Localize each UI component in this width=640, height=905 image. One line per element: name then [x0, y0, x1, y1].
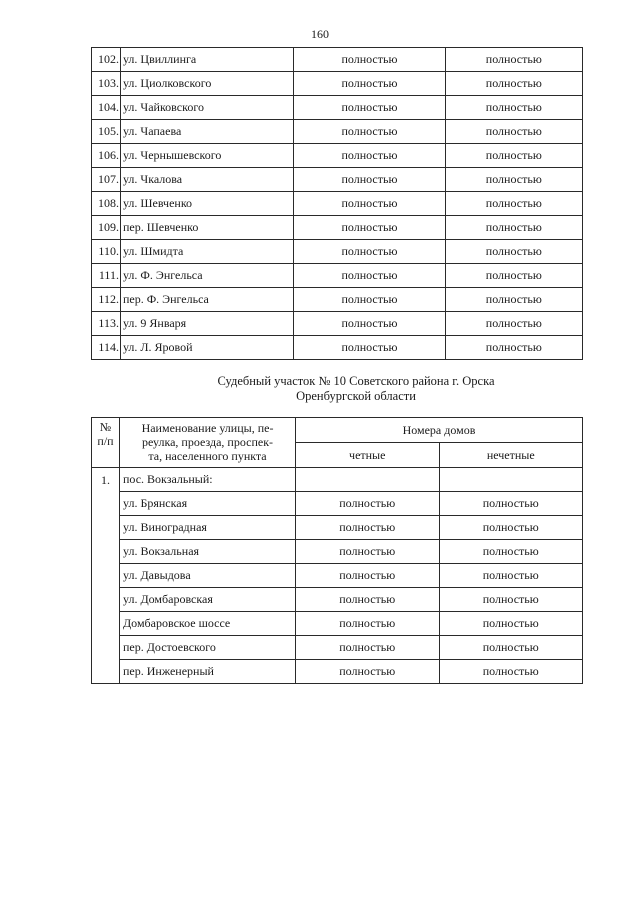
street-name: ул. Давыдова	[120, 564, 296, 588]
row-number: 103.	[92, 72, 121, 96]
street-name: ул. Чапаева	[120, 120, 293, 144]
even-houses	[296, 468, 440, 492]
header-odd: нечетные	[439, 443, 583, 468]
street-name: пер. Ф. Энгельса	[120, 288, 293, 312]
table-row	[92, 168, 583, 192]
street-name: ул. Шмидта	[120, 240, 293, 264]
street-name: пер. Достоевского	[120, 636, 296, 660]
table-row	[92, 492, 583, 516]
section-title	[91, 374, 621, 404]
even-houses: полностью	[294, 192, 445, 216]
odd-houses: полностью	[439, 492, 583, 516]
street-name: ул. Чкалова	[120, 168, 293, 192]
table-row	[92, 660, 583, 684]
settlement-name: пос. Вокзальный:	[120, 468, 296, 492]
row-number: 102.	[92, 48, 121, 72]
street-name: ул. Цвиллинга	[120, 48, 293, 72]
table-row	[92, 96, 583, 120]
street-name: ул. Чернышевского	[120, 144, 293, 168]
table-row	[92, 240, 583, 264]
even-houses: полностью	[296, 540, 440, 564]
odd-houses: полностью	[439, 588, 583, 612]
even-houses: полностью	[296, 492, 440, 516]
odd-houses	[439, 468, 583, 492]
odd-houses: полностью	[445, 72, 582, 96]
table-row	[92, 588, 583, 612]
table-row	[92, 120, 583, 144]
table-row	[92, 516, 583, 540]
even-houses: полностью	[296, 516, 440, 540]
row-number: 113.	[92, 312, 121, 336]
table-row	[92, 144, 583, 168]
table-row	[92, 192, 583, 216]
row-number: 104.	[92, 96, 121, 120]
row-number: 114.	[92, 336, 121, 360]
odd-houses: полностью	[439, 660, 583, 684]
even-houses: полностью	[296, 660, 440, 684]
even-houses: полностью	[296, 588, 440, 612]
group-row	[92, 468, 583, 492]
table-row	[92, 288, 583, 312]
header-row	[92, 418, 583, 443]
odd-houses: полностью	[445, 48, 582, 72]
even-houses: полностью	[294, 216, 445, 240]
table-row	[92, 72, 583, 96]
street-name: ул. Л. Яровой	[120, 336, 293, 360]
street-name: Домбаровское шоссе	[120, 612, 296, 636]
row-number: 107.	[92, 168, 121, 192]
table-row	[92, 636, 583, 660]
streets-table-continued	[91, 47, 583, 360]
table-row	[92, 336, 583, 360]
row-number: 111.	[92, 264, 121, 288]
street-name: пер. Шевченко	[120, 216, 293, 240]
street-name: ул. 9 Января	[120, 312, 293, 336]
table-row	[92, 540, 583, 564]
row-number: 106.	[92, 144, 121, 168]
odd-houses: полностью	[439, 564, 583, 588]
even-houses: полностью	[294, 240, 445, 264]
street-name: ул. Брянская	[120, 492, 296, 516]
table-row	[92, 564, 583, 588]
header-num: № п/п	[92, 418, 120, 468]
row-number: 1.	[92, 468, 120, 684]
even-houses: полностью	[294, 264, 445, 288]
even-houses: полностью	[294, 168, 445, 192]
even-houses: полностью	[296, 564, 440, 588]
odd-houses: полностью	[445, 168, 582, 192]
even-houses: полностью	[294, 48, 445, 72]
even-houses: полностью	[294, 72, 445, 96]
row-number: 108.	[92, 192, 121, 216]
streets-table-body	[92, 48, 583, 360]
street-name: ул. Ф. Энгельса	[120, 264, 293, 288]
odd-houses: полностью	[439, 612, 583, 636]
odd-houses: полностью	[445, 120, 582, 144]
row-number: 109.	[92, 216, 121, 240]
page-number: 160	[311, 27, 329, 41]
even-houses: полностью	[296, 636, 440, 660]
even-houses: полностью	[294, 120, 445, 144]
odd-houses: полностью	[439, 540, 583, 564]
odd-houses: полностью	[445, 240, 582, 264]
odd-houses: полностью	[445, 312, 582, 336]
table-row	[92, 216, 583, 240]
odd-houses: полностью	[445, 288, 582, 312]
header-name: Наименование улицы, пе- реулка, проезда, проспек- та, населенного пункта	[120, 418, 296, 468]
row-number: 112.	[92, 288, 121, 312]
even-houses: полностью	[294, 312, 445, 336]
street-name: ул. Домбаровская	[120, 588, 296, 612]
even-houses: полностью	[294, 96, 445, 120]
odd-houses: полностью	[445, 216, 582, 240]
district-10-table-body	[92, 468, 583, 684]
street-name: пер. Инженерный	[120, 660, 296, 684]
table-row	[92, 312, 583, 336]
odd-houses: полностью	[439, 636, 583, 660]
odd-houses: полностью	[445, 192, 582, 216]
odd-houses: полностью	[445, 96, 582, 120]
street-name: ул. Вокзальная	[120, 540, 296, 564]
section-title-line2: Оренбургской области	[296, 389, 416, 403]
odd-houses: полностью	[445, 336, 582, 360]
odd-houses: полностью	[439, 516, 583, 540]
table-row	[92, 264, 583, 288]
street-name: ул. Чайковского	[120, 96, 293, 120]
even-houses: полностью	[294, 336, 445, 360]
table-row	[92, 48, 583, 72]
table-row	[92, 612, 583, 636]
row-number: 105.	[92, 120, 121, 144]
header-even: четные	[296, 443, 440, 468]
street-name: ул. Виноградная	[120, 516, 296, 540]
row-number: 110.	[92, 240, 121, 264]
district-10-table	[91, 417, 583, 684]
even-houses: полностью	[294, 288, 445, 312]
even-houses: полностью	[296, 612, 440, 636]
header-houses: Номера домов	[296, 418, 583, 443]
odd-houses: полностью	[445, 264, 582, 288]
odd-houses: полностью	[445, 144, 582, 168]
street-name: ул. Шевченко	[120, 192, 293, 216]
section-title-line1: Судебный участок № 10 Советского района г. Орска	[217, 374, 495, 388]
even-houses: полностью	[294, 144, 445, 168]
street-name: ул. Циолковского	[120, 72, 293, 96]
